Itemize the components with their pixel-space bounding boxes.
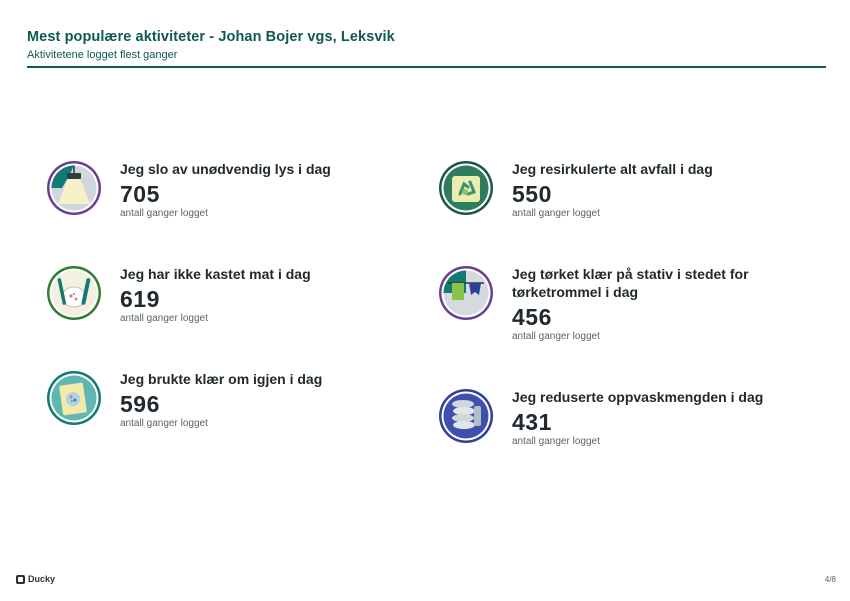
activity-count: 705 [120,181,160,207]
brand-name: Ducky [28,574,56,584]
activity-count: 431 [512,409,552,435]
activity-count-unit: antall ganger logget [120,208,208,219]
activity-count-unit: antall ganger logget [512,331,600,342]
ducky-logo-icon [16,575,25,584]
page-header [27,29,826,61]
activity-count: 456 [512,304,552,330]
drying-rack-icon [438,265,494,321]
activity-label: Jeg resirkulerte alt avfall i dag [512,161,713,177]
dishes-icon [438,388,494,444]
activity-count-unit: antall ganger logget [512,436,600,447]
activity-count: 550 [512,181,552,207]
page-subtitle: Aktivitetene logget flest ganger [27,49,178,61]
footer-brand [16,574,55,584]
activity-label: Jeg brukte klær om igjen i dag [120,371,323,387]
activity-label: Jeg har ikke kastet mat i dag [120,266,311,282]
activity-count-unit: antall ganger logget [120,418,208,429]
detergent-icon [46,370,102,426]
activity-count: 596 [120,391,160,417]
page-title: Mest populære aktiviteter - Johan Bojer vgs, Leksvik [27,29,395,45]
lamp-icon [46,160,102,216]
activity-label: Jeg reduserte oppvaskmengden i dag [512,389,764,405]
recycle-icon [438,160,494,216]
page-number: 4/8 [824,575,836,584]
activity-label: Jeg slo av unødvendig lys i dag [120,161,331,177]
activity-count: 619 [120,286,160,312]
activity-count-unit: antall ganger logget [512,208,600,219]
activity-label: Jeg tørket klær på stativ i stedet for tørketrommel i dag [512,266,749,300]
cutlery-icon [46,265,102,321]
activity-count-unit: antall ganger logget [120,313,208,324]
header-divider [27,66,826,68]
